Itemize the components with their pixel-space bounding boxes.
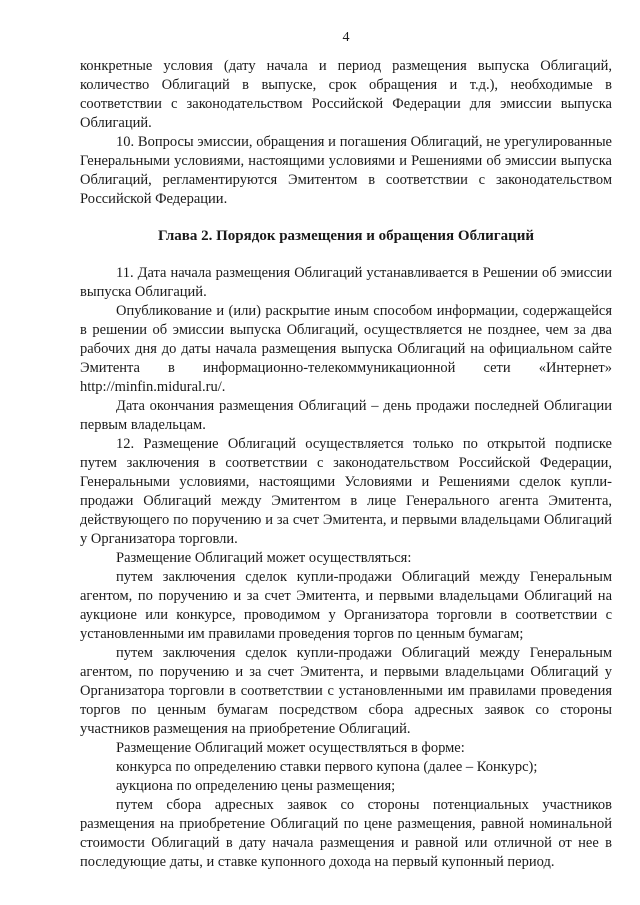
paragraph: Размещение Облигаций может осуществляться в форме: [116,740,465,756]
paragraph: путем заключения сделок купли-продажи Облигаций между Генеральным агентом, по поручению и за счет Эмитента, и первыми владельцами Облигаций у Организатора торговли в соответствии с установленными им правилами проведения торгов по ценным бумагам посредством сбора адресных заявок со стороны участников размещения на приобретение Облигаций. [80,645,612,737]
paragraph: конкретные условия (дату начала и период размещения выпуска Облигаций, количество Облигаций в выпуске, срок обращения и т.д.), необходимые в соответствии с законодательством Российской Федерации для эмиссии выпуска Облигаций. [80,58,612,131]
paragraph: Опубликование и (или) раскрытие иным способом информации, содержащейся в решении об эмиссии выпуска Облигаций, осуществляется не позднее, чем за два рабочих дня до даты начала размещения выпуска Облигаций на официальном сайте Эмитента в информационно-телекоммуникационной сети «Интернет» http://minfin.midural.ru/. [80,303,612,395]
chapter-heading: Глава 2. Порядок размещения и обращения Облигаций [157,228,535,244]
paragraph: 11. Дата начала размещения Облигаций устанавливается в Решении об эмиссии выпуска Облигаций. [80,265,612,300]
spacer [80,209,612,227]
paragraph: 10. Вопросы эмиссии, обращения и погашения Облигаций, не урегулированные Генеральными условиями, настоящими условиями и Решениями об эмиссии выпуска Облигаций, регламентируются Эмитентом в соответствии с законодательством Российской Федерации. [80,134,612,207]
paragraph: путем заключения сделок купли-продажи Облигаций между Генеральным агентом, по поручению и за счет Эмитента, и первыми владельцами Облигаций на аукционе или конкурсе, проводимом у Организатора торговли в соответствии с установленными им правилами проведения торгов по ценным бумагам; [80,569,612,642]
spacer [80,246,612,264]
paragraph: конкурса по определению ставки первого купона (далее – Конкурс); [116,759,538,775]
page-number: 4 [342,30,350,45]
document-body [80,57,612,872]
paragraph: Дата окончания размещения Облигаций – день продажи последней Облигации первым владельцам. [80,398,612,433]
document-page [80,0,612,905]
paragraph: Размещение Облигаций может осуществляться: [116,550,412,566]
paragraph: 12. Размещение Облигаций осуществляется только по открытой подписке путем заключения в соответствии с законодательством Российской Федерации, Генеральными условиями, настоящими Условиями и Решениями сделок купли-продажи Облигаций между Эмитентом в лице Генерального агента Эмитента, действующего по поручению и за счет Эмитента, и первыми владельцами Облигаций у Организатора торговли. [80,436,612,547]
paragraph: путем сбора адресных заявок со стороны потенциальных участников размещения на приобретение Облигаций по цене размещения, равной номинальной стоимости Облигаций в дату начала размещения и равной или отличной от нее в последующие даты, и ставке купонного дохода на первый купонный период. [80,797,612,870]
paragraph: аукциона по определению цены размещения; [116,778,396,794]
